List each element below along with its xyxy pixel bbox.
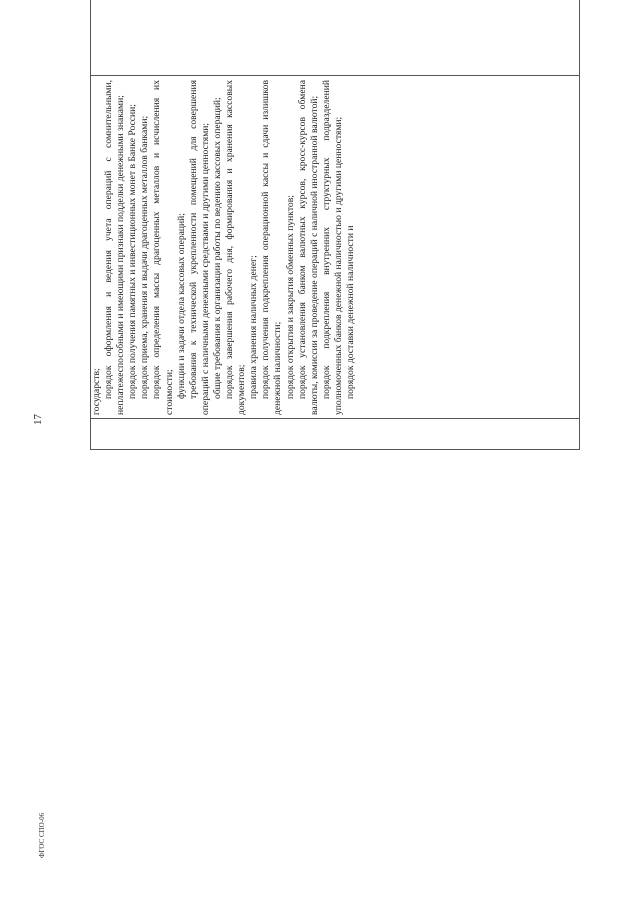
document-code: ФГОС СПО-06 [38, 812, 46, 858]
list-item: порядок доставки денежной наличности и [344, 225, 356, 399]
list-item: порядок открытия и закрытия обменных пунктов; [284, 195, 296, 399]
list-item: порядок установления банком валютных курсов, кросс-курсов обмена валюты, комиссии за проведение операций с наличной иностранной валютой; [296, 80, 320, 415]
list-item: порядок получения памятных и инвестиционных монет в Банке России; [127, 104, 139, 399]
list-item: порядок завершения рабочего дня, формирования и хранения кассовых документов; [224, 80, 248, 415]
list-item: порядок приема, хранения и выдачи драгоценных металлов банками; [139, 115, 151, 399]
list-item: порядок определения массы драгоценных металлов и исчисления их стоимости; [151, 80, 175, 415]
list-item: требования к технической укрепленности помещений для совершения операций с наличными денежными средствами и другими ценностями; [187, 80, 211, 415]
standards-table [90, 0, 580, 450]
list-item: государств; [91, 368, 102, 415]
content-column [91, 76, 579, 419]
page-number: 17 [32, 414, 44, 425]
list-item: порядок подкрепления внутренних структурных подразделений уполномоченных банков денежной наличностью и другими ценностями; [320, 80, 344, 415]
list-item: функции и задачи отдела кассовых операций; [175, 213, 187, 399]
rotated-page [90, 0, 580, 450]
list-item: общие требования к организации работы по ведению кассовых операций; [211, 97, 223, 399]
list-item: порядок получения подкрепления операционной кассы и сдачи излишков денежной наличности; [260, 80, 284, 415]
list-item: порядок оформления и ведения учета операций с сомнительными, неплатежеспособными и имеющими признаки подделки денежными знаками; [103, 80, 127, 415]
list-item: правила хранения наличных денег; [248, 255, 260, 399]
